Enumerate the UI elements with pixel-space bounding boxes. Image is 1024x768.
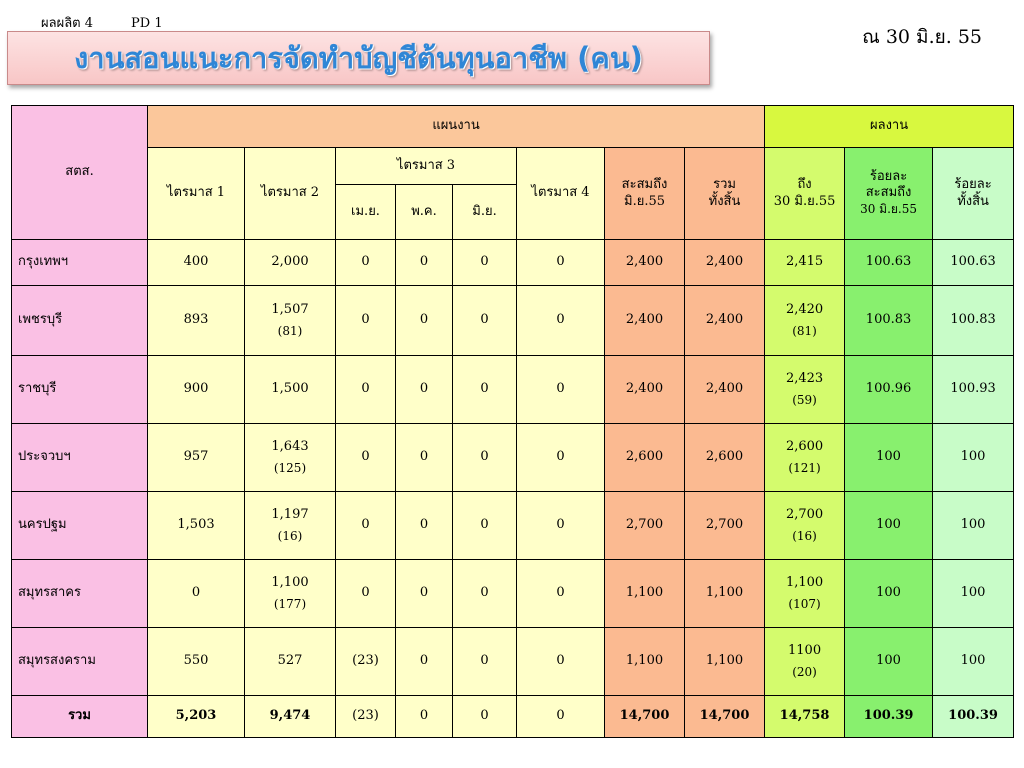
may-value: 0	[396, 628, 453, 696]
may-value: 0	[396, 492, 453, 560]
header-apr: เม.ย.	[336, 185, 396, 240]
pct-accum-value: 100.83	[845, 286, 933, 356]
q1-value: 550	[148, 628, 245, 696]
header-unit: สตส.	[12, 106, 148, 240]
jun-value: 0	[453, 628, 517, 696]
jun-value: 0	[453, 424, 517, 492]
header-may: พ.ค.	[396, 185, 453, 240]
jun-value: 0	[453, 356, 517, 424]
apr-value: 0	[336, 356, 396, 424]
result-value: 2,600 (121)	[765, 424, 845, 492]
jun-value: 0	[453, 240, 517, 286]
unit-name: เพชรบุรี	[12, 286, 148, 356]
q4-value: 0	[517, 492, 605, 560]
jun-value: 0	[453, 560, 517, 628]
table-row	[12, 356, 1014, 424]
q2-value: 1,100 (177)	[245, 560, 336, 628]
q1-value: 900	[148, 356, 245, 424]
output-code: PD 1	[131, 16, 163, 31]
total-pct-accum: 100.39	[845, 696, 933, 738]
q4-value: 0	[517, 424, 605, 492]
header-q4: ไตรมาส 4	[517, 148, 605, 240]
header-plan: แผนงาน	[148, 106, 765, 148]
total-jun: 0	[453, 696, 517, 738]
total-value: 2,400	[685, 240, 765, 286]
pct-accum-value: 100.63	[845, 240, 933, 286]
pct-accum-value: 100.96	[845, 356, 933, 424]
total-label: รวม	[12, 696, 148, 738]
header-jun: มิ.ย.	[453, 185, 517, 240]
header-pct-total: ร้อยละ ทั้งสิ้น	[933, 148, 1014, 240]
pct-total-value: 100	[933, 424, 1014, 492]
accum-value: 2,400	[605, 286, 685, 356]
result-value: 1100 (20)	[765, 628, 845, 696]
header-pct-accum: ร้อยละ สะสมถึง 30 มิ.ย.55	[845, 148, 933, 240]
unit-name: สมุทรสงคราม	[12, 628, 148, 696]
total-value: 2,600	[685, 424, 765, 492]
as-of-date: ณ 30 มิ.ย. 55	[862, 26, 982, 48]
header-q3: ไตรมาส 3	[336, 148, 517, 185]
q1-value: 893	[148, 286, 245, 356]
data-table	[11, 105, 1014, 738]
jun-value: 0	[453, 286, 517, 356]
table-row	[12, 424, 1014, 492]
header-row-2	[12, 148, 1014, 185]
apr-value: 0	[336, 424, 396, 492]
q1-value: 0	[148, 560, 245, 628]
q1-value: 957	[148, 424, 245, 492]
result-value: 2,420 (81)	[765, 286, 845, 356]
q2-value: 1,197 (16)	[245, 492, 336, 560]
unit-name: ราชบุรี	[12, 356, 148, 424]
accum-value: 1,100	[605, 560, 685, 628]
q2-value: 1,507 (81)	[245, 286, 336, 356]
total-value: 2,400	[685, 356, 765, 424]
q2-value: 2,000	[245, 240, 336, 286]
page-title: งานสอนแนะการจัดทำบัญชีต้นทุนอาชีพ (คน)	[74, 41, 643, 75]
table-row	[12, 628, 1014, 696]
result-value: 1,100 (107)	[765, 560, 845, 628]
total-total: 14,700	[685, 696, 765, 738]
may-value: 0	[396, 560, 453, 628]
q4-value: 0	[517, 560, 605, 628]
pct-total-value: 100.93	[933, 356, 1014, 424]
accum-value: 2,600	[605, 424, 685, 492]
pct-total-value: 100.83	[933, 286, 1014, 356]
q1-value: 400	[148, 240, 245, 286]
total-q2: 9,474	[245, 696, 336, 738]
pct-accum-value: 100	[845, 424, 933, 492]
unit-name: สมุทรสาคร	[12, 560, 148, 628]
q1-value: 1,503	[148, 492, 245, 560]
header-q1: ไตรมาส 1	[148, 148, 245, 240]
may-value: 0	[396, 424, 453, 492]
q2-value: 1,643 (125)	[245, 424, 336, 492]
total-apr: (23)	[336, 696, 396, 738]
may-value: 0	[396, 240, 453, 286]
result-value: 2,700 (16)	[765, 492, 845, 560]
header-result: ผลงาน	[765, 106, 1014, 148]
apr-value: 0	[336, 240, 396, 286]
q4-value: 0	[517, 240, 605, 286]
q4-value: 0	[517, 286, 605, 356]
table-row	[12, 492, 1014, 560]
total-value: 2,400	[685, 286, 765, 356]
accum-value: 1,100	[605, 628, 685, 696]
table-row	[12, 286, 1014, 356]
q4-value: 0	[517, 356, 605, 424]
jun-value: 0	[453, 492, 517, 560]
unit-name: ประจวบฯ	[12, 424, 148, 492]
pct-accum-value: 100	[845, 628, 933, 696]
q2-value: 527	[245, 628, 336, 696]
output-number: ผลผลิต 4	[41, 16, 94, 31]
header-q2: ไตรมาส 2	[245, 148, 336, 240]
total-accum: 14,700	[605, 696, 685, 738]
total-may: 0	[396, 696, 453, 738]
may-value: 0	[396, 286, 453, 356]
total-pct-total: 100.39	[933, 696, 1014, 738]
apr-value: 0	[336, 286, 396, 356]
total-value: 1,100	[685, 560, 765, 628]
header-row-1	[12, 106, 1014, 148]
unit-name: กรุงเทพฯ	[12, 240, 148, 286]
q2-value: 1,500	[245, 356, 336, 424]
total-q1: 5,203	[148, 696, 245, 738]
header-accum: สะสมถึง มิ.ย.55	[605, 148, 685, 240]
result-value: 2,423 (59)	[765, 356, 845, 424]
accum-value: 2,400	[605, 240, 685, 286]
may-value: 0	[396, 356, 453, 424]
pct-total-value: 100	[933, 492, 1014, 560]
pct-accum-value: 100	[845, 560, 933, 628]
pct-total-value: 100	[933, 560, 1014, 628]
title-banner	[7, 31, 710, 85]
total-q4: 0	[517, 696, 605, 738]
pct-total-value: 100	[933, 628, 1014, 696]
header-to-date: ถึง 30 มิ.ย.55	[765, 148, 845, 240]
q4-value: 0	[517, 628, 605, 696]
unit-name: นครปฐม	[12, 492, 148, 560]
apr-value: (23)	[336, 628, 396, 696]
output-label	[41, 12, 163, 33]
total-result: 14,758	[765, 696, 845, 738]
apr-value: 0	[336, 492, 396, 560]
table-row	[12, 560, 1014, 628]
pct-accum-value: 100	[845, 492, 933, 560]
pct-total-value: 100.63	[933, 240, 1014, 286]
accum-value: 2,400	[605, 356, 685, 424]
total-value: 2,700	[685, 492, 765, 560]
accum-value: 2,700	[605, 492, 685, 560]
table-row	[12, 240, 1014, 286]
header-total: รวม ทั้งสิ้น	[685, 148, 765, 240]
total-row	[12, 696, 1014, 738]
apr-value: 0	[336, 560, 396, 628]
result-value: 2,415	[765, 240, 845, 286]
total-value: 1,100	[685, 628, 765, 696]
